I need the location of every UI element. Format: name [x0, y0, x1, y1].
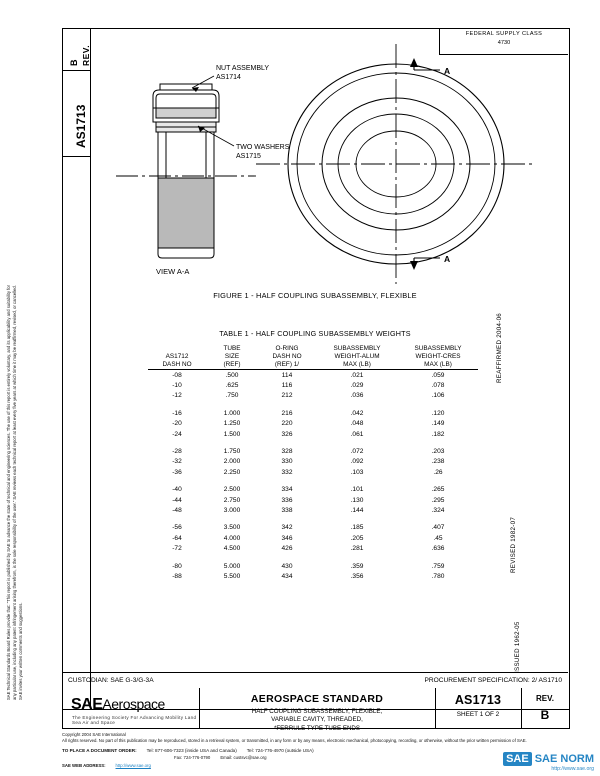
table-cell: 338: [281, 506, 293, 514]
fsc-value: 4730: [497, 40, 511, 46]
table-row: [148, 391, 478, 401]
table-cell: 5.000: [223, 562, 241, 570]
table-cell: .324: [431, 506, 445, 514]
table-cell: -72: [172, 545, 182, 553]
table-cell: .45: [433, 534, 443, 542]
table-cell: 2.000: [223, 458, 241, 466]
table-cell: .203: [431, 448, 445, 456]
column-header: SUBASSEMBLY WEIGHT-CRES MAX (LB): [414, 345, 462, 368]
table-row: [148, 543, 478, 553]
row-group-spacer: [148, 478, 478, 485]
table-cell: -48: [172, 506, 182, 514]
table-cell: 2.750: [223, 496, 241, 504]
rev-label: REV.: [81, 44, 91, 66]
table-cell: 2.250: [223, 468, 241, 476]
table-cell: -08: [172, 371, 182, 379]
view-aa-label: VIEW A-A: [156, 267, 190, 276]
table-row: [148, 446, 478, 456]
table-row: [148, 457, 478, 467]
table-row: [148, 485, 478, 495]
table-cell: 342: [281, 524, 293, 532]
row-group-spacer: [148, 401, 478, 408]
table-cell: .500: [225, 371, 239, 379]
rev-value: B: [69, 59, 79, 66]
table-cell: -12: [172, 392, 182, 400]
table-cell: 4.000: [223, 534, 241, 542]
table-row: [148, 467, 478, 477]
callout-washers-line1: TWO WASHERS: [236, 144, 290, 151]
table-cell: 1.250: [223, 420, 241, 428]
table-cell: -24: [172, 430, 182, 438]
standard-description: HALF COUPLING SUBASSEMBLY, FLEXIBLE, VARIABLE CAVITY, THREADED, *FERRULE TYPE TUBE ENDS: [251, 708, 383, 732]
table-cell: 328: [281, 448, 293, 456]
callout-nut-line1: NUT ASSEMBLY: [216, 65, 270, 72]
table-cell: 220: [281, 420, 293, 428]
table-cell: 434: [281, 572, 293, 580]
row-group-spacer: [148, 554, 478, 561]
table-cell: .036: [350, 392, 364, 400]
table-cell: -40: [172, 486, 182, 494]
table-row: [148, 419, 478, 429]
table-cell: -36: [172, 468, 182, 476]
procurement-spec-text: PROCUREMENT SPECIFICATION: 2/ AS1710: [424, 677, 562, 684]
table-cell: .407: [431, 524, 445, 532]
table-cell: .130: [350, 496, 364, 504]
sae-logo-sub: Aerospace: [102, 696, 165, 712]
watermark-badge: SAE: [503, 752, 532, 766]
table-header-row: [148, 345, 478, 370]
table-cell: 3.500: [223, 524, 241, 532]
watermark-name: SAE NORM: [534, 753, 594, 765]
table-cell: .059: [431, 371, 445, 379]
table-cell: .238: [431, 458, 445, 466]
document-number: AS1713: [454, 693, 502, 707]
table-1-wrapper: [148, 345, 478, 582]
sae-logo-main: SAE: [71, 696, 103, 713]
table-cell: 114: [281, 371, 293, 379]
table-cell: .042: [350, 409, 364, 417]
table-cell: .048: [350, 420, 364, 428]
section-letter-top: A: [444, 66, 451, 76]
table-cell: 336: [281, 496, 293, 504]
table-cell: 5.500: [223, 572, 241, 580]
weights-table: [148, 345, 478, 582]
logo-cell: [63, 688, 200, 728]
table-cell: .072: [350, 448, 364, 456]
section-letter-bottom: A: [444, 254, 451, 264]
document-number-cell: [435, 688, 522, 728]
table-cell: 1.750: [223, 448, 241, 456]
column-header: O-RING DASH NO (REF) 1/: [272, 345, 302, 368]
table-cell: .265: [431, 486, 445, 494]
table-cell: .185: [350, 524, 364, 532]
table-cell: .103: [350, 468, 364, 476]
table-cell: .759: [431, 562, 445, 570]
watermark: [503, 752, 594, 772]
revision-cell: [521, 688, 569, 728]
column-header: AS1712 DASH NO: [162, 353, 192, 368]
table-cell: 1.000: [223, 409, 241, 417]
figure-1-caption: FIGURE 1 - HALF COUPLING SUBASSEMBLY, FLEXIBLE: [213, 291, 417, 300]
rights-line: All rights reserved. No part of this publication may be reproduced, stored in a retrieval system, or transmitted, in any form or by any means, electronic mechanical, photocopying, recording, or otherwise, without the prior written permission of SAE.: [62, 738, 527, 744]
table-row: [148, 495, 478, 505]
table-cell: .149: [431, 420, 445, 428]
table-cell: 346: [281, 534, 293, 542]
table-cell: -88: [172, 572, 182, 580]
table-cell: 430: [281, 562, 293, 570]
table-row: [148, 533, 478, 543]
table-cell: .061: [350, 430, 364, 438]
email-address: Email: custsvc@sae.org: [220, 754, 267, 760]
table-cell: .295: [431, 496, 445, 504]
watermark-url: http://www.sae.org: [551, 766, 594, 772]
table-cell: 1.500: [223, 430, 241, 438]
table-row: [148, 505, 478, 515]
table-cell: .029: [350, 382, 364, 390]
table-cell: -64: [172, 534, 182, 542]
tel-us: Tel: 877-606-7323 (inside USA and Canada): [146, 747, 237, 753]
web-row: [62, 763, 568, 769]
callout-nut-line2: AS1714: [216, 74, 241, 81]
table-cell: .144: [350, 506, 364, 514]
reaffirmed-note: REAFFIRMED 2004-06: [495, 312, 503, 383]
fsc-label: FEDERAL SUPPLY CLASS: [465, 31, 543, 37]
table-cell: -32: [172, 458, 182, 466]
table-cell: 212: [281, 392, 293, 400]
table-row: [148, 370, 478, 381]
table-cell: 334: [281, 486, 293, 494]
issued-note: ISSUED 1962-05: [514, 621, 522, 673]
table-cell: .636: [431, 545, 445, 553]
figure-1-drawing: [96, 36, 536, 296]
table-row: [148, 429, 478, 439]
revision-value: B: [540, 708, 550, 722]
table-cell: .120: [431, 409, 445, 417]
table-cell: 332: [281, 468, 293, 476]
table-cell: 326: [281, 430, 293, 438]
doc-number-vertical: AS1713: [74, 104, 88, 148]
table-row: [148, 523, 478, 533]
table-cell: 116: [281, 382, 293, 390]
table-cell: .021: [350, 371, 364, 379]
table-cell: -56: [172, 524, 182, 532]
technical-board-disclaimer: SAE Technical Standards Board Rules provide that: “This report is published by SAE to advance the state of technical and engineering sciences. The use of this report is entirely voluntary, and its applicability and suitability for any particular use, including any patent infringement arising therefrom, is the sole responsibility of the user.” SAE reviews each technical report at least every five years at which time it may be reaffirmed, revised, or cancelled. SAE invites your written comments and suggestions.: [6, 284, 24, 700]
table-cell: -44: [172, 496, 182, 504]
row-group-spacer: [148, 439, 478, 446]
table-row: [148, 571, 478, 581]
page-footer: [62, 732, 568, 770]
revision-label: REV.: [536, 694, 554, 703]
sheet-number: SHEET 1 OF 2: [456, 711, 500, 718]
table-cell: .356: [350, 572, 364, 580]
sae-logo-tagline: The Engineering Society For Advancing Mobility Land Sea Air and Space: [72, 715, 197, 725]
table-cell: .078: [431, 382, 445, 390]
tel-intl: Tel: 724-776-4970 (outside USA): [246, 747, 314, 753]
table-cell: -20: [172, 420, 182, 428]
table-cell: 3.000: [223, 506, 241, 514]
web-url-link[interactable]: http://www.sae.org: [115, 763, 151, 769]
table-row: [148, 561, 478, 571]
column-header: SUBASSEMBLY WEIGHT-ALUM MAX (LB): [333, 345, 381, 368]
table-cell: -16: [172, 409, 182, 417]
table-cell: 426: [281, 545, 293, 553]
standard-title: AEROSPACE STANDARD: [250, 693, 384, 705]
table-cell: .205: [350, 534, 364, 542]
table-cell: .182: [431, 430, 445, 438]
table-cell: 4.500: [223, 545, 241, 553]
row-group-spacer: [148, 516, 478, 523]
table-cell: .281: [350, 545, 364, 553]
fax-number: Fax: 724-776-0790: [174, 754, 211, 760]
table-cell: .359: [350, 562, 364, 570]
table-cell: .780: [431, 572, 445, 580]
copyright-line: Copyright 2004 SAE International: [62, 732, 126, 737]
column-header: TUBE SIZE (REF): [223, 345, 241, 368]
table-cell: -80: [172, 562, 182, 570]
table-cell: .106: [431, 392, 445, 400]
table-cell: -10: [172, 382, 182, 390]
standard-title-cell: [199, 688, 436, 732]
table-cell: 330: [281, 458, 293, 466]
table-row: [148, 380, 478, 390]
sae-logo: [71, 696, 165, 714]
order-label: TO PLACE A DOCUMENT ORDER:: [62, 747, 137, 753]
table-cell: .101: [350, 486, 364, 494]
table-cell: -28: [172, 448, 182, 456]
table-cell: 2.500: [223, 486, 241, 494]
table-cell: 216: [281, 409, 293, 417]
order-row: [62, 748, 568, 755]
table-cell: .750: [225, 392, 239, 400]
table-1-title: TABLE 1 - HALF COUPLING SUBASSEMBLY WEIGHTS: [219, 329, 411, 338]
table-cell: .092: [350, 458, 364, 466]
table-cell: .625: [225, 382, 239, 390]
revised-note: REVISED 1982-07: [509, 516, 517, 573]
callout-washers-line2: AS1715: [236, 153, 261, 160]
custodian-text: CUSTODIAN: SAE G-3/G-3A: [68, 677, 154, 684]
table-row: [148, 408, 478, 418]
table-cell: .26: [433, 468, 443, 476]
web-label: SAE WEB ADDRESS:: [62, 763, 106, 769]
title-block: [62, 688, 570, 732]
